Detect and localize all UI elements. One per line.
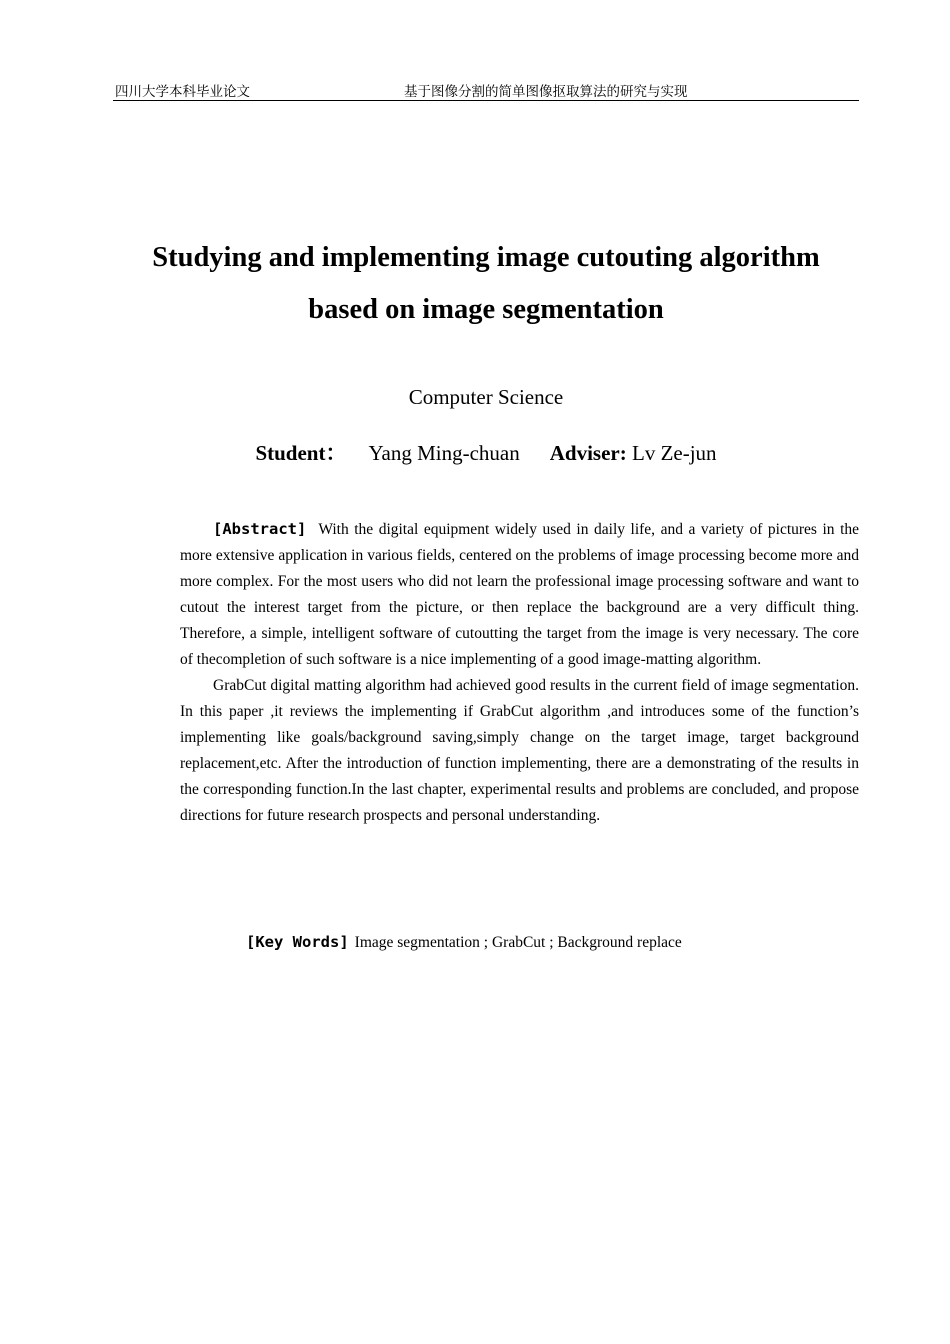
page-header <box>113 78 859 101</box>
adviser-label: Adviser: <box>549 441 627 465</box>
keywords-text: Image segmentation ; GrabCut ; Background replace <box>354 934 682 951</box>
author-line <box>113 437 859 467</box>
student-name: Yang Ming-chuan <box>368 441 520 465</box>
abstract-paragraph-2: GrabCut digital matting algorithm had achieved good results in the current field of image segmentation. In this paper ,it reviews the implementing if GrabCut algorithm ,and introduces some of the function’s implementing like goals/background saving,simply change on the target image, target background replacement,etc. After the introduction of function implementing, there are a demonstrating of the results in the corresponding function.In the last chapter, experimental results and problems are concluded, and propose directions for future research prospects and personal understanding. <box>180 677 859 824</box>
keywords <box>246 933 682 952</box>
student-label: Student： <box>255 441 347 465</box>
major: Computer Science <box>408 385 564 409</box>
abstract-label: [Abstract] <box>213 520 307 538</box>
paper-title <box>113 232 859 336</box>
header-thesis-title: 基于图像分割的简单图像抠取算法的研究与实现 <box>404 84 688 100</box>
paper-title-line-1: Studying and implementing image cutouting algorithm <box>152 242 820 273</box>
abstract-paragraph-1-text: With the digital equipment widely used in daily life, and a variety of pictures in the more extensive application in various fields, centered on the problems of image processing become more and more complex. For the most users who did not learn the professional image processing software and want to cutout the interest target from the picture, or then replace the background are a very difficult thing. Therefore, a simple, intelligent software of cutoutting the target from the image is very necessary. The core of thecompletion of such software is a nice implementing of a good image-matting algorithm. <box>180 521 859 668</box>
abstract-paragraph-1 <box>180 516 859 673</box>
paper-title-line-2: based on image segmentation <box>308 294 664 325</box>
adviser-name: Lv Ze-jun <box>632 441 717 465</box>
keywords-label: [Key Words] <box>246 933 349 951</box>
abstract <box>180 516 859 829</box>
header-university-thesis: 四川大学本科毕业论文 <box>115 84 250 100</box>
